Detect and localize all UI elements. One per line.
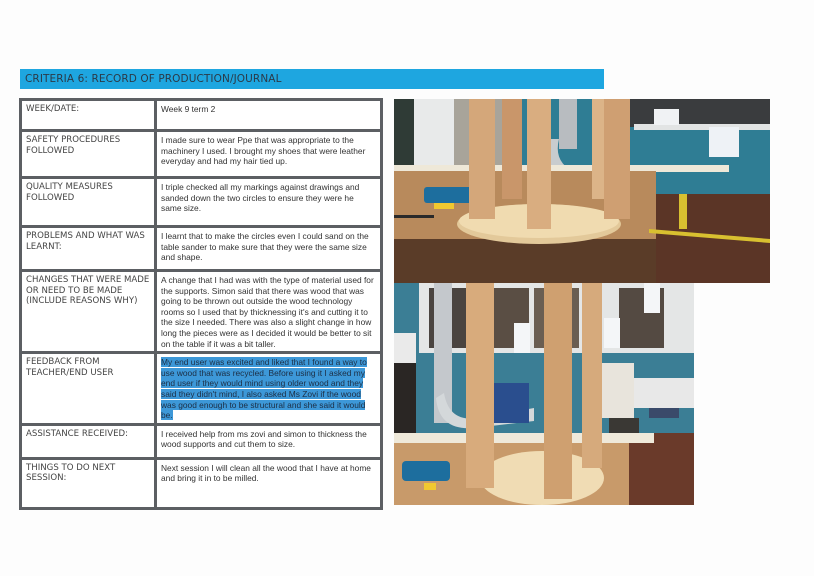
row-label: FEEDBACK FROM TEACHER/END USER (21, 353, 156, 425)
table-row (21, 424, 382, 458)
row-label: CHANGES THAT WERE MADE OR NEED TO BE MADE (INCLUDE REASONS WHY) (21, 271, 156, 353)
journal-table (19, 98, 383, 510)
row-label: THINGS TO DO NEXT SESSION: (21, 458, 156, 508)
row-value: Week 9 term 2 (156, 100, 382, 131)
row-value: I triple checked all my markings against drawings and sanded down the two circles to ensure they were he same size. (156, 178, 382, 227)
row-label: QUALITY MEASURES FOLLOWED (21, 178, 156, 227)
section-title: CRITERIA 6: RECORD OF PRODUCTION/JOURNAL (25, 73, 282, 85)
row-value: I made sure to wear Ppe that was appropriate to the machinery I used. I brought my shoes that were leather everyday and had my hair tied up. (156, 131, 382, 178)
row-label: SAFETY PROCEDURES FOLLOWED (21, 131, 156, 178)
table-row (21, 271, 382, 353)
table-row (21, 227, 382, 271)
table-row (21, 100, 382, 131)
row-label: PROBLEMS AND WHAT WAS LEARNT: (21, 227, 156, 271)
row-label: WEEK/DATE: (21, 100, 156, 131)
table-row (21, 458, 382, 508)
table-row (21, 353, 382, 425)
row-label: ASSISTANCE RECEIVED: (21, 424, 156, 458)
highlighted-text[interactable]: My end user was excited and liked that I found a way to use wood that was recycled. Before using it I asked my end user if they would mind using older wood and they said they didn't mind, I also asked Ms Zovi if the wood was good enough to be structural and she said it would be. (161, 357, 367, 421)
row-value: A change that I had was with the type of material used for the supports. Simon said that there was wood that was going to be thrown out outside the wood technology rooms so I used that by thicknessing it's and cutting it to the size I needed. There was also a slight change in how long the pieces were as I decided it would be better to sit on the table if it was a bit taller. (156, 271, 382, 353)
row-value (156, 353, 382, 425)
row-value: I learnt that to make the circles even I could sand on the table sander to make sure that they were the same size and shape. (156, 227, 382, 271)
table-row (21, 131, 382, 178)
row-value: Next session I will clean all the wood that I have at home and bring it in to be milled. (156, 458, 382, 508)
table-row (21, 178, 382, 227)
section-header (20, 69, 604, 89)
photo-workshop-table-bottom (394, 283, 694, 505)
photo-workshop-table-top (394, 99, 770, 283)
row-value: I received help from ms zovi and simon to thickness the wood supports and cut them to size. (156, 424, 382, 458)
